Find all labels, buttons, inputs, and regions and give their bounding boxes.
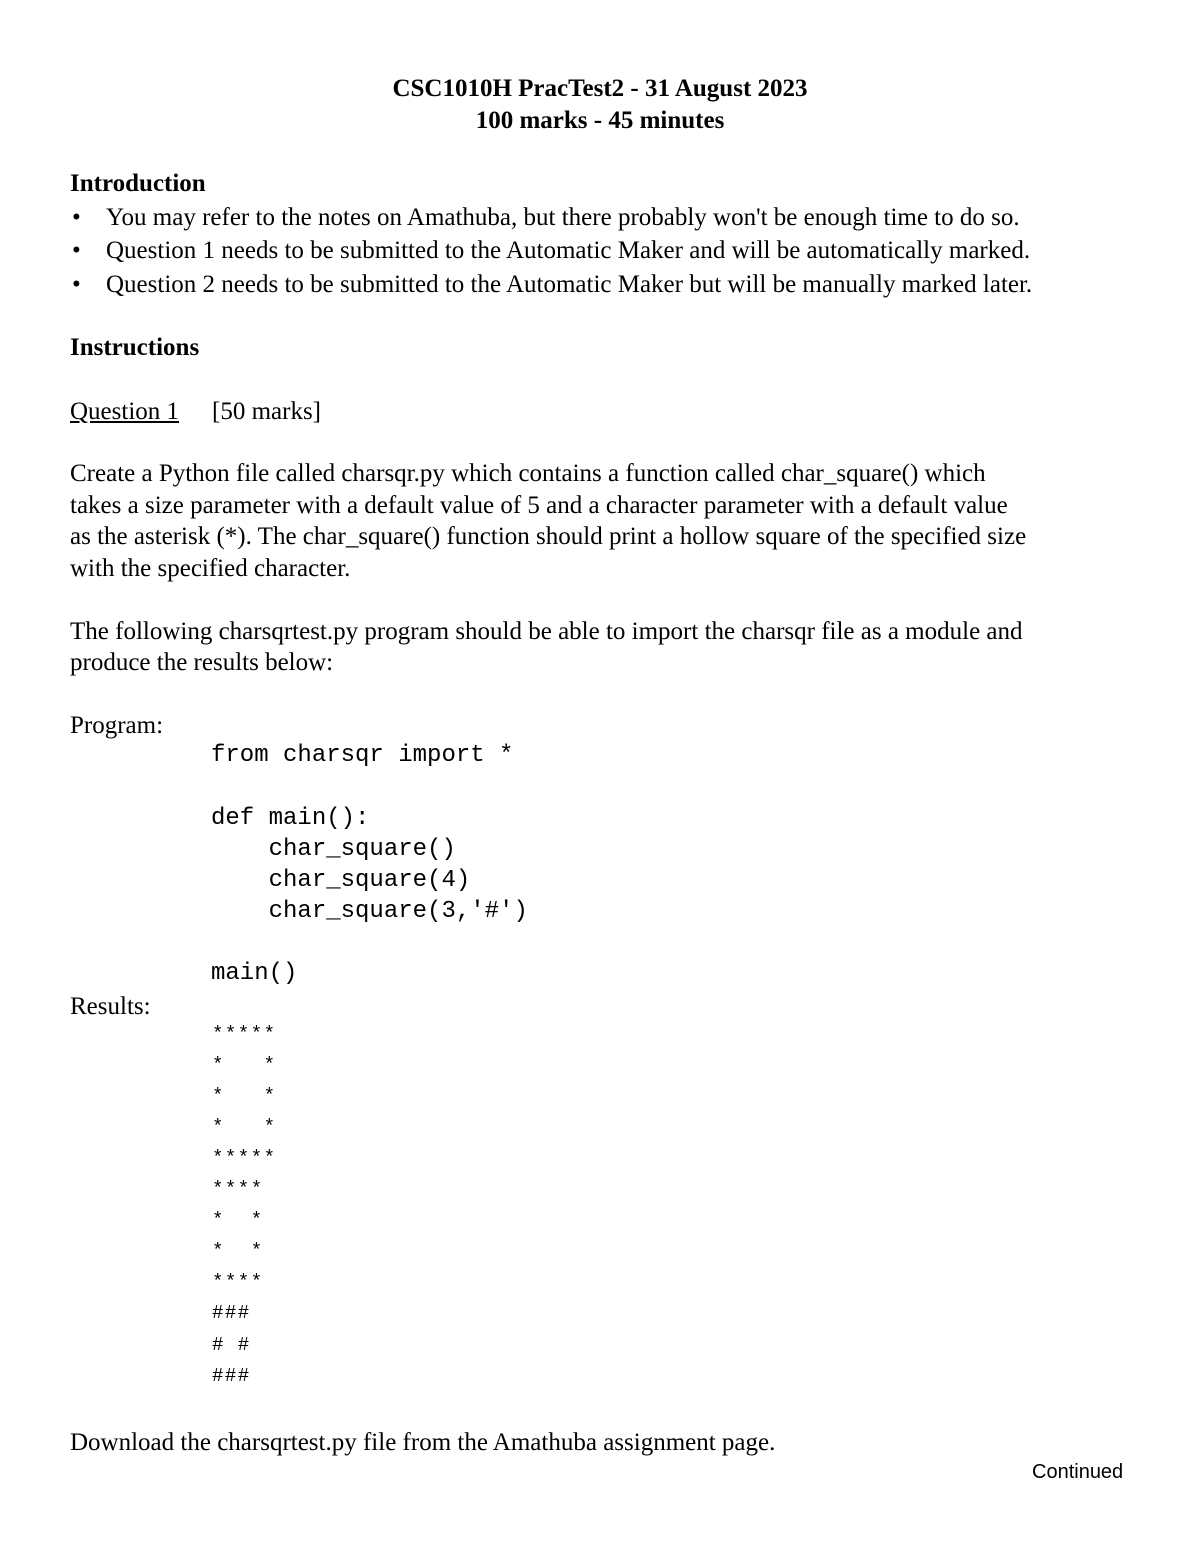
paragraph-line: with the specified character. bbox=[70, 555, 351, 582]
bullet-icon: • bbox=[72, 271, 81, 298]
output-line: * * bbox=[212, 1085, 277, 1107]
output-line: ***** bbox=[212, 1147, 277, 1169]
list-item: You may refer to the notes on Amathuba, but there probably won't be enough time to do so. bbox=[106, 204, 1020, 231]
introduction-heading: Introduction bbox=[70, 170, 206, 197]
paragraph-line: The following charsqrtest.py program should be able to import the charsqr file as a module and bbox=[70, 618, 1023, 645]
output-line: * * bbox=[212, 1054, 277, 1076]
bullet-icon: • bbox=[72, 204, 81, 231]
code-line: def main(): bbox=[211, 805, 370, 832]
list-item: Question 1 needs to be submitted to the Automatic Maker and will be automatically marked. bbox=[106, 237, 1031, 264]
question1-label: Question 1 bbox=[70, 398, 180, 425]
paragraph-line: produce the results below: bbox=[70, 649, 334, 676]
page-subtitle: 100 marks - 45 minutes bbox=[475, 107, 725, 134]
code-line: main() bbox=[211, 960, 298, 987]
output-line: * * bbox=[212, 1240, 264, 1262]
bullet-icon: • bbox=[72, 237, 81, 264]
question1-marks: [50 marks] bbox=[212, 398, 321, 425]
list-item: Question 2 needs to be submitted to the Automatic Maker but will be manually marked later. bbox=[106, 271, 1033, 298]
output-line: * * bbox=[212, 1209, 264, 1231]
output-line: # # bbox=[212, 1334, 251, 1356]
output-line: ***** bbox=[212, 1023, 277, 1045]
output-line: ### bbox=[212, 1302, 251, 1324]
code-line: from charsqr import * bbox=[211, 742, 514, 769]
code-line: char_square() bbox=[211, 836, 456, 863]
results-label: Results: bbox=[70, 993, 151, 1020]
instructions-heading: Instructions bbox=[70, 334, 200, 361]
output-line: **** bbox=[212, 1178, 264, 1200]
code-line: char_square(3,'#') bbox=[211, 898, 528, 925]
continued-footer: Continued bbox=[1032, 1461, 1124, 1483]
page-title: CSC1010H PracTest2 - 31 August 2023 bbox=[392, 75, 808, 102]
code-line: char_square(4) bbox=[211, 867, 471, 894]
download-note: Download the charsqrtest.py file from the Amathuba assignment page. bbox=[70, 1429, 776, 1456]
program-label: Program: bbox=[70, 712, 164, 739]
output-line: * * bbox=[212, 1116, 277, 1138]
output-line: ### bbox=[212, 1365, 251, 1387]
paragraph-line: Create a Python file called charsqr.py which contains a function called char_square() which bbox=[70, 460, 986, 487]
paragraph-line: takes a size parameter with a default value of 5 and a character parameter with a default value bbox=[70, 492, 1008, 519]
paragraph-line: as the asterisk (*). The char_square() function should print a hollow square of the specified size bbox=[70, 523, 1027, 550]
output-line: **** bbox=[212, 1271, 264, 1293]
